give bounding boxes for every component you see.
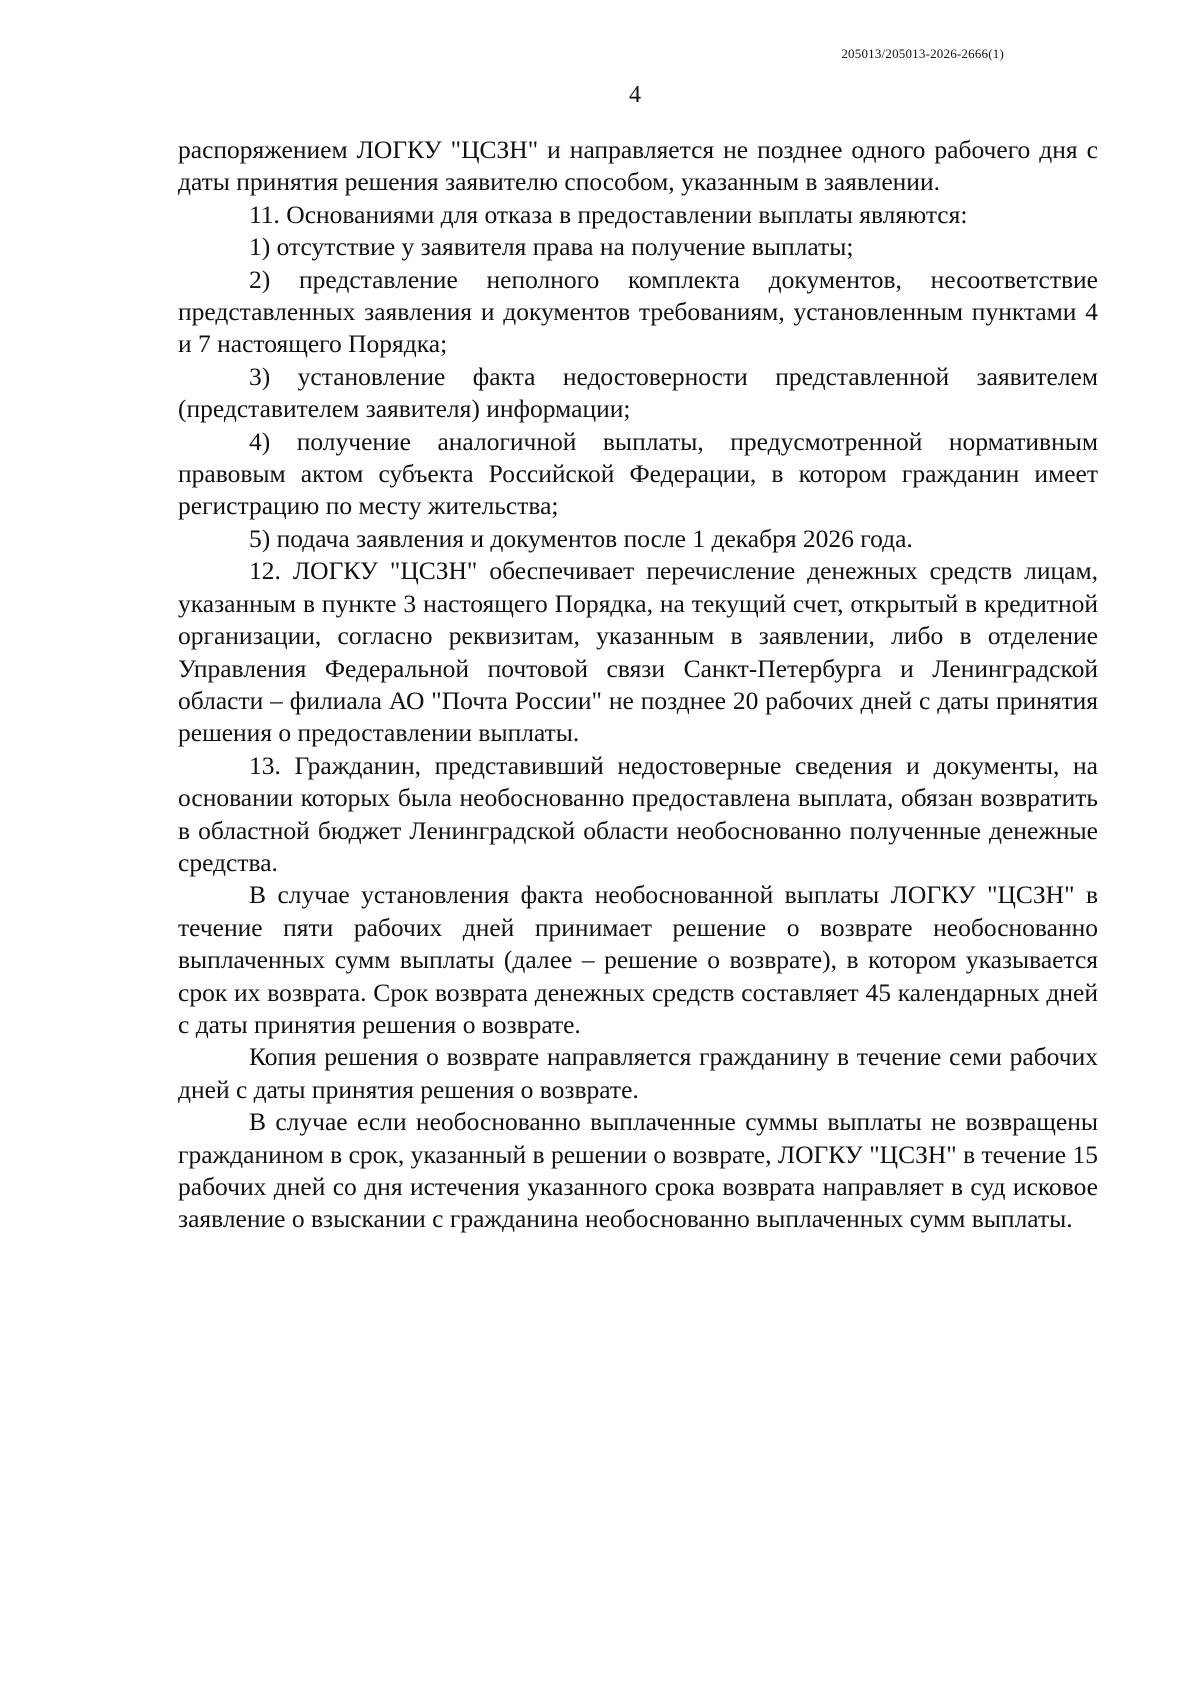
document-id: 205013/205013-2026-2666(1) [841, 46, 1004, 61]
paragraph: 3) установление факта недостоверности представленной заявителем (представителем заявителя) информации; [178, 361, 1098, 424]
paragraph: 4) получение аналогичной выплаты, предусмотренной нормативным правовым актом субъекта Российской Федерации, в котором гражданин имеет регистрацию по месту жительства; [178, 426, 1098, 521]
paragraph: 11. Основаниями для отказа в предоставлении выплаты являются: [249, 199, 968, 229]
paragraph: Копия решения о возврате направляется гражданину в течение семи рабочих дней с даты принятия решения о возврате. [178, 1042, 1098, 1104]
paragraph: 5) подача заявления и документов после 1 декабря 2026 года. [249, 523, 913, 553]
page-number: 4 [629, 82, 641, 108]
paragraph: 1) отсутствие у заявителя права на получение выплаты; [249, 232, 854, 262]
paragraph: В случае установления факта необоснованной выплаты ЛОГКУ "ЦСЗН" в течение пяти рабочих дней принимает решение о возврате необоснованно выплаченных сумм выплаты (далее – решение о возврате), в котором указывается срок их возврата. Срок возврата денежных средств составляет 45 календарных дней с даты принятия решения о возврате. [178, 880, 1098, 1039]
paragraph: распоряжением ЛОГКУ "ЦСЗН" и направляется не позднее одного рабочего дня с даты принятия решения заявителю способом, указанным в заявлении. [178, 135, 1098, 197]
paragraph: 12. ЛОГКУ "ЦСЗН" обеспечивает перечисление денежных средств лицам, указанным в пункте 3 настоящего Порядка, на текущий счет, открытый в кредитной организации, согласно реквизитам, указанным в заявлении, либо в отделение Управления Федеральной почтовой связи Санкт-Петербурга и Ленинградской области – филиала АО "Почта России" не позднее 20 рабочих дней с даты принятия решения о предоставлении выплаты. [178, 556, 1098, 748]
paragraph: 2) представление неполного комплекта документов, несоответствие представленных заявления и документов требованиям, установленным пунктами 4 и 7 настоящего Порядка; [178, 264, 1098, 359]
document-body [178, 134, 1098, 1236]
paragraph: 13. Гражданин, представивший недостоверные сведения и документы, на основании которых была необоснованно предоставлена выплата, обязан возвратить в областной бюджет Ленинградской области необоснованно полученные денежные средства. [178, 750, 1098, 877]
paragraph: В случае если необоснованно выплаченные суммы выплаты не возвращены гражданином в срок, указанный в решении о возврате, ЛОГКУ "ЦСЗН" в течение 15 рабочих дней со дня истечения указанного срока возврата направляет в суд исковое заявление о взыскании с гражданина необоснованно выплаченных сумм выплаты. [178, 1107, 1098, 1234]
